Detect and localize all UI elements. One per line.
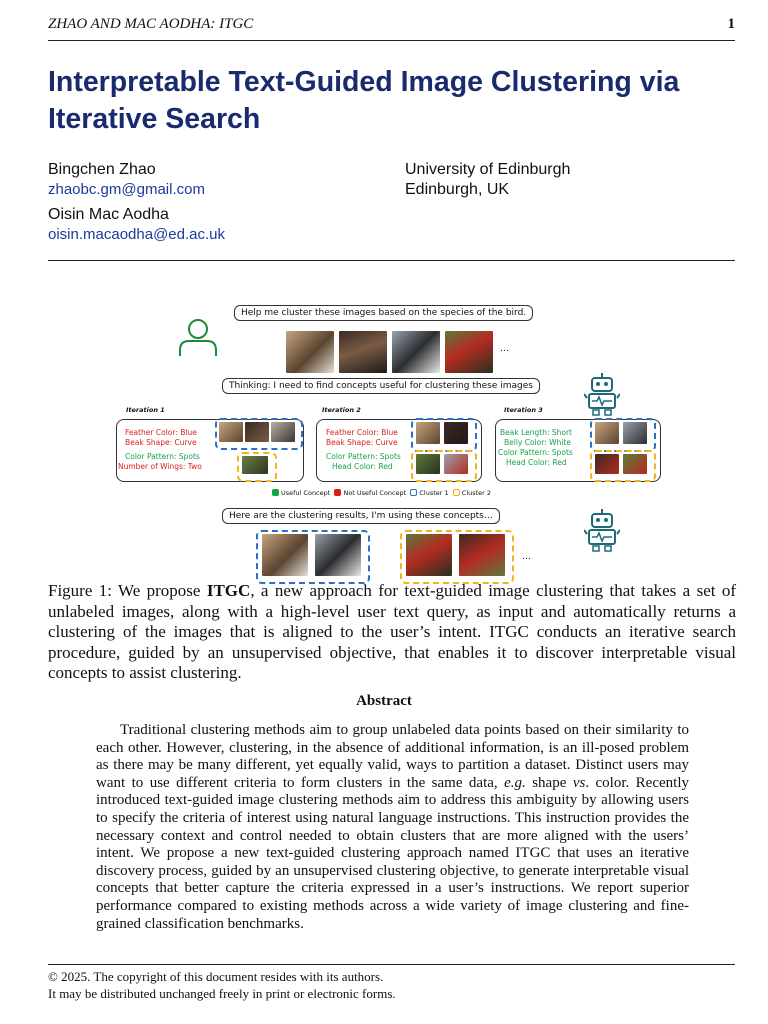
iteration-3-box bbox=[495, 419, 661, 482]
legend-cluster-1: Cluster 1 bbox=[419, 489, 449, 497]
bird-image bbox=[286, 331, 334, 373]
legend-not-useful: Not Useful Concept bbox=[343, 489, 407, 497]
title-rule bbox=[48, 260, 735, 261]
bird-image bbox=[444, 422, 468, 444]
abstract-body bbox=[96, 722, 689, 933]
bird-image bbox=[459, 534, 505, 576]
bird-image bbox=[416, 422, 440, 444]
running-header bbox=[48, 16, 735, 36]
concept: Head Color: Red bbox=[506, 458, 567, 467]
ellipsis: … bbox=[500, 344, 509, 354]
page-number: 1 bbox=[727, 16, 735, 32]
footer-rule bbox=[48, 964, 735, 965]
affiliation-line-1: University of Edinburgh bbox=[405, 161, 571, 178]
bird-image bbox=[262, 534, 308, 576]
concept: Feather Color: Blue bbox=[326, 428, 398, 437]
cluster-2-swatch bbox=[453, 489, 460, 496]
abstract-text: . color. Recently introduced text-guided image clustering methods aim to address this ambiguity by allowing users to specify the criteria of interest using natural language instructions. This instruction provides the necessary context and control needed to obtain clusters that are more aligned with the users’ intent. We propose a new text-guided clustering approach named ITGC that uses an iterative discovery process, guided by an unsupervised clustering objective, to generate interpretable visual concepts that better capture the criteria expressed in a user’s instructions. We report superior performance compared to existing methods across a wide variety of image clustering and fine-grained classification benchmarks. bbox=[96, 774, 689, 932]
abstract-text: Traditional clustering methods aim to group unlabeled data points based on their similarity to each other. However, clustering, in the absence of additional information, is an ill-posed problem as there may be many different, yet equally valid, ways to partition a dataset. Distinct users may want to use different criteria to form clusters in the same data, bbox=[96, 722, 689, 791]
iteration-label: Iteration 1 bbox=[126, 406, 165, 414]
useful-swatch bbox=[272, 489, 279, 496]
thinking-bubble: Thinking: I need to find concepts useful for clustering these images bbox=[222, 378, 540, 394]
bird-image bbox=[416, 454, 440, 474]
concept: Beak Shape: Curve bbox=[326, 438, 398, 447]
caption-prefix: Figure 1: We propose bbox=[48, 581, 207, 600]
paper-title: Interpretable Text-Guided Image Clustering via Iterative Search bbox=[48, 66, 680, 135]
header-rule bbox=[48, 40, 735, 41]
figure-caption bbox=[48, 581, 736, 684]
copyright-line: © 2025. The copyright of this document resides with its authors. bbox=[48, 969, 384, 984]
concept: Color Pattern: Spots bbox=[125, 452, 200, 461]
bird-image bbox=[406, 534, 452, 576]
bird-image bbox=[444, 454, 468, 474]
running-title: ZHAO AND MAC AODHA: ITGC bbox=[48, 16, 254, 32]
bird-image bbox=[595, 454, 619, 474]
bird-image bbox=[271, 422, 295, 442]
robot-icon bbox=[584, 372, 620, 416]
concept: Number of Wings: Two bbox=[118, 462, 202, 471]
abstract-eg: e.g. bbox=[504, 774, 526, 791]
affiliation-line-2: Edinburgh, UK bbox=[405, 181, 510, 198]
concept: Belly Color: White bbox=[504, 438, 571, 447]
iteration-label: Iteration 2 bbox=[322, 406, 361, 414]
results-bubble: Here are the clustering results, I'm using these concepts… bbox=[222, 508, 500, 524]
concept: Color Pattern: Spots bbox=[326, 452, 401, 461]
bird-image bbox=[595, 422, 619, 444]
legend-cluster-2: Cluster 2 bbox=[461, 489, 492, 497]
concept: Feather Color: Blue bbox=[125, 428, 197, 437]
not-useful-swatch bbox=[334, 489, 341, 496]
figure-1 bbox=[110, 296, 658, 582]
robot-icon bbox=[584, 508, 620, 552]
caption-text: , a new approach for text-guided image clustering that takes a set of unlabeled images, along with a high-level user text query, as input and automatically returns a clustering of the images that is aligned to the user’s intent. ITGC conducts an iterative search procedure, guided by an unsupervised objective, that enables it to discover interpretable visual concepts to assist clustering. bbox=[48, 581, 736, 682]
author-name: Oisin Mac Aodha bbox=[48, 206, 169, 223]
bird-image bbox=[445, 331, 493, 373]
concept: Beak Shape: Curve bbox=[125, 438, 197, 447]
author-email[interactable]: zhaobc.gm@gmail.com bbox=[48, 181, 205, 198]
abstract-vs: vs bbox=[572, 774, 586, 791]
iteration-1-box bbox=[116, 419, 304, 482]
author-email[interactable]: oisin.macaodha@ed.ac.uk bbox=[48, 226, 225, 243]
author-1 bbox=[48, 160, 205, 200]
author-2 bbox=[48, 205, 225, 245]
iteration-label: Iteration 3 bbox=[504, 406, 543, 414]
cluster-1-swatch bbox=[410, 489, 417, 496]
abstract-text: shape bbox=[525, 774, 573, 791]
user-icon bbox=[176, 318, 220, 358]
bird-image bbox=[623, 422, 647, 444]
bird-image bbox=[245, 422, 269, 442]
user-query-bubble: Help me cluster these images based on the species of the bird. bbox=[234, 305, 533, 321]
license-line: It may be distributed unchanged freely in print or electronic forms. bbox=[48, 986, 396, 1001]
legend-useful: Useful Concept bbox=[281, 489, 331, 497]
iteration-2-box bbox=[316, 419, 482, 482]
bird-image bbox=[315, 534, 361, 576]
author-name: Bingchen Zhao bbox=[48, 161, 156, 178]
bird-image bbox=[623, 454, 647, 474]
concept: Head Color: Red bbox=[332, 462, 393, 471]
copyright-notice bbox=[48, 968, 396, 1002]
abstract-heading: Abstract bbox=[356, 693, 412, 709]
figure-legend bbox=[272, 489, 491, 497]
caption-method: ITGC bbox=[206, 581, 251, 600]
bird-image bbox=[392, 331, 440, 373]
bird-image bbox=[219, 422, 243, 442]
concept: Beak Length: Short bbox=[500, 428, 572, 437]
bird-image bbox=[339, 331, 387, 373]
ellipsis: … bbox=[522, 552, 531, 562]
bird-image bbox=[242, 456, 268, 474]
affiliation bbox=[405, 160, 570, 200]
concept: Color Pattern: Spots bbox=[498, 448, 573, 457]
